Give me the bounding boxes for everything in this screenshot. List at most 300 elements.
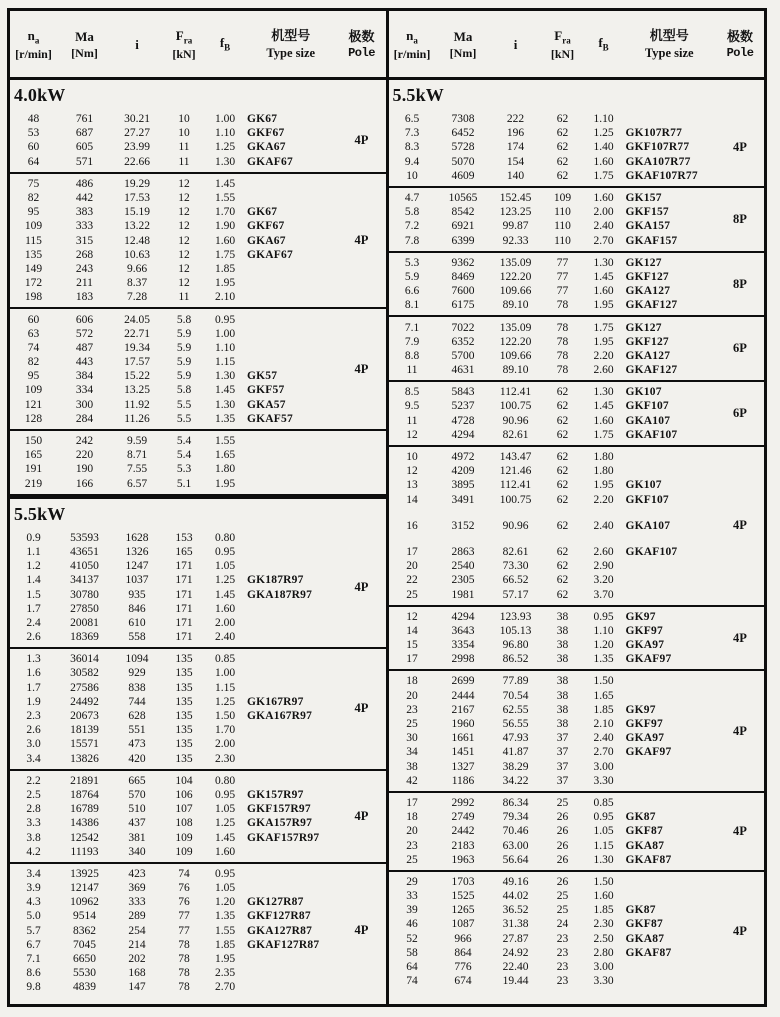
cell-i: 49.16 — [502, 875, 529, 888]
table-row — [10, 774, 338, 788]
cell-ma: 8469 — [451, 270, 475, 283]
cell-na: 7.1 — [26, 953, 41, 966]
cell-fb: 2.50 — [593, 932, 614, 945]
table-row — [389, 974, 717, 988]
cell-fra: 135 — [175, 653, 193, 666]
cell-fb: 2.40 — [214, 631, 236, 644]
cell-fb: 0.80 — [214, 531, 236, 544]
cell-fra: 76 — [178, 896, 190, 909]
cell-ma: 3491 — [451, 493, 475, 506]
cell-fb: 0.85 — [214, 653, 236, 666]
table-row — [10, 355, 338, 369]
cell-type: GKA127 — [625, 285, 671, 298]
cell-fra: 62 — [556, 127, 569, 140]
cell-type: GK97 — [625, 610, 656, 623]
table-row — [10, 341, 338, 355]
cell-na: 7.8 — [404, 234, 420, 247]
cell-fb: 0.95 — [214, 867, 236, 880]
pole-label-zh: 极数 — [726, 28, 753, 44]
pole-cell: 8P — [733, 276, 747, 291]
cell-na: 20 — [406, 560, 418, 573]
cell-ma: 315 — [75, 234, 94, 247]
row-group — [389, 256, 717, 313]
cell-ma: 2998 — [451, 653, 475, 666]
pole-label-zh: 极数 — [348, 28, 375, 44]
table-row — [10, 652, 338, 666]
cell-na: 135 — [24, 248, 43, 261]
cell-ma: 18764 — [70, 788, 99, 801]
cell-i: 121.46 — [499, 465, 532, 478]
cell-ma: 8542 — [451, 206, 475, 219]
cell-type: GKA87 — [625, 932, 665, 945]
table-row — [10, 290, 338, 304]
table-row — [389, 349, 717, 363]
table-row — [389, 796, 717, 810]
cell-na: 3.3 — [26, 817, 41, 830]
cell-i: 86.52 — [502, 653, 529, 666]
cell-ma: 5843 — [451, 386, 475, 399]
table-row — [10, 845, 338, 859]
table-row — [389, 652, 717, 666]
cell-fb: 2.70 — [214, 981, 236, 994]
cell-fb: 1.40 — [593, 141, 614, 154]
cell-na: 60 — [27, 141, 40, 154]
cell-fra: 78 — [556, 321, 569, 334]
cell-fb: 2.70 — [593, 746, 614, 759]
cell-type: GKAF67 — [247, 155, 293, 168]
cell-type: GKA157R97 — [247, 817, 313, 830]
cell-ma: 268 — [75, 248, 94, 261]
cell-na: 3.4 — [26, 752, 41, 765]
table-row — [10, 752, 338, 766]
cell-fb: 1.05 — [214, 882, 236, 895]
cell-ma: 6650 — [73, 953, 96, 966]
row-group — [10, 652, 338, 766]
cell-i: 122.20 — [499, 270, 532, 283]
cell-na: 2.8 — [26, 803, 41, 816]
cell-na: 2.5 — [26, 788, 41, 801]
table-row — [10, 709, 338, 723]
cell-i: 1094 — [125, 653, 149, 666]
cell-na: 109 — [24, 384, 43, 397]
row-block — [389, 447, 765, 607]
cell-i: 27.87 — [502, 932, 529, 945]
table-row — [389, 760, 717, 774]
table-row — [389, 335, 717, 349]
cell-fb: 1.35 — [593, 653, 614, 666]
table-row — [389, 112, 717, 126]
table-row — [389, 385, 717, 399]
cell-na: 3.9 — [26, 882, 41, 895]
cell-na: 115 — [25, 234, 42, 247]
cell-na: 5.0 — [26, 910, 41, 923]
cell-ma: 7045 — [73, 938, 96, 951]
cell-na: 6.5 — [404, 113, 420, 126]
cell-i: 112.41 — [499, 479, 532, 492]
cell-fb: 2.40 — [593, 732, 614, 745]
cell-ma: 6921 — [451, 220, 475, 233]
cell-ma: 571 — [75, 155, 94, 168]
cell-fra: 5.3 — [176, 463, 192, 476]
cell-fb: 2.20 — [593, 493, 614, 506]
cell-fb: 1.45 — [593, 400, 614, 413]
row-block — [10, 309, 386, 431]
cell-na: 42 — [406, 774, 418, 787]
cell-ma: 12542 — [70, 831, 99, 844]
cell-fb: 0.95 — [214, 313, 236, 326]
cell-i: 289 — [128, 910, 146, 923]
cell-type: GK67 — [247, 113, 278, 126]
cell-i: 15.19 — [124, 206, 150, 219]
cell-i: 628 — [128, 710, 146, 723]
table-row — [389, 363, 717, 377]
cell-i: 11.92 — [124, 398, 150, 411]
cell-fb: 1.25 — [214, 817, 236, 830]
cell-na: 74 — [406, 975, 418, 988]
cell-na: 11 — [406, 364, 418, 377]
table-row — [389, 674, 717, 688]
cell-fb: 1.60 — [214, 234, 236, 247]
pole-cell: 4P — [354, 701, 369, 716]
cell-fra: 12 — [178, 234, 190, 247]
pole-cell: 4P — [733, 723, 747, 738]
table-row — [389, 284, 717, 298]
cell-type: GKA157 — [625, 220, 671, 233]
cell-fra: 62 — [556, 386, 569, 399]
cell-na: 5.8 — [404, 206, 420, 219]
cell-na: 17 — [406, 653, 418, 666]
i-symbol: i — [135, 36, 139, 52]
cell-ma: 211 — [76, 277, 93, 290]
cell-fra: 135 — [175, 724, 193, 737]
cell-type: GKF127 — [625, 270, 669, 283]
cell-na: 109 — [24, 220, 43, 233]
cell-fb: 0.85 — [593, 796, 614, 809]
cell-fra: 109 — [175, 831, 193, 844]
table-row — [389, 853, 717, 867]
cell-i: 935 — [128, 588, 146, 601]
table-row — [389, 774, 717, 788]
cell-type: GKAF127R87 — [247, 938, 320, 951]
cell-i: 77.89 — [502, 675, 529, 688]
cell-fb: 1.30 — [214, 155, 236, 168]
table-row — [10, 666, 338, 680]
cell-fb: 2.10 — [214, 291, 236, 304]
cell-fb: 3.30 — [593, 774, 614, 787]
row-group — [10, 867, 338, 995]
table-row — [10, 602, 338, 616]
cell-fb: 2.40 — [593, 220, 614, 233]
cell-ma: 2444 — [451, 689, 475, 702]
row-block — [389, 382, 765, 447]
table-row — [389, 745, 717, 759]
cell-na: 8.5 — [404, 386, 420, 399]
cell-type: GK167R97 — [247, 695, 304, 708]
row-block — [10, 174, 386, 310]
row-block — [10, 431, 386, 496]
cell-fra: 171 — [175, 574, 193, 587]
table-row — [389, 519, 717, 533]
cell-ma: 21891 — [70, 774, 99, 787]
cell-na: 22 — [406, 574, 418, 587]
cell-i: 122.20 — [499, 335, 532, 348]
cell-na: 1.3 — [26, 653, 41, 666]
col-header-i — [491, 37, 541, 54]
cell-i: 19.44 — [502, 975, 529, 988]
cell-i: 22.66 — [124, 155, 150, 168]
cell-i: 1326 — [125, 545, 149, 558]
cell-fb: 0.95 — [593, 811, 614, 824]
cell-fra: 135 — [175, 681, 193, 694]
cell-fra: 108 — [175, 817, 193, 830]
cell-ma: 166 — [75, 477, 94, 490]
table-row — [10, 434, 338, 448]
cell-i: 82.61 — [502, 545, 529, 558]
cell-ma: 300 — [75, 398, 94, 411]
i-symbol: i — [513, 36, 518, 52]
cell-ma: 4209 — [451, 465, 475, 478]
cell-ma: 4294 — [451, 428, 475, 441]
table-row — [10, 938, 338, 952]
cell-fra: 38 — [556, 703, 569, 716]
cell-type: GKAF157R97 — [247, 831, 320, 844]
cell-fb: 1.50 — [593, 875, 614, 888]
cell-fb: 1.55 — [214, 435, 236, 448]
cell-i: 838 — [128, 681, 146, 694]
col-header-fb — [585, 35, 623, 54]
cell-type: GKAF107 — [625, 545, 678, 558]
cell-type: GK187R97 — [247, 574, 304, 587]
table-row — [10, 398, 338, 412]
cell-type: GKAF157 — [625, 234, 678, 247]
cell-fb: 2.80 — [593, 946, 614, 959]
cell-ma: 53593 — [70, 531, 99, 544]
cell-fb: 1.60 — [593, 285, 614, 298]
cell-na: 64 — [27, 155, 40, 168]
cell-ma: 5237 — [451, 400, 475, 413]
cell-na: 2.3 — [26, 710, 41, 723]
cell-type: GK127R87 — [247, 896, 304, 909]
table-row — [389, 414, 717, 428]
table-row — [10, 234, 338, 248]
table-row — [10, 140, 338, 154]
cell-ma: 1981 — [451, 588, 475, 601]
table-row — [10, 412, 338, 426]
cell-i: 340 — [128, 845, 146, 858]
cell-ma: 1186 — [451, 774, 475, 787]
cell-na: 20 — [406, 689, 418, 702]
cell-type: GKA97 — [625, 732, 665, 745]
cell-i: 1037 — [125, 574, 149, 587]
cell-fra: 78 — [556, 349, 569, 362]
table-row — [10, 723, 338, 737]
cell-type: GKF107 — [625, 493, 669, 506]
table-row — [389, 573, 717, 587]
cell-na: 5.7 — [26, 924, 41, 937]
cell-fb: 2.90 — [593, 560, 614, 573]
cell-ma: 1265 — [451, 904, 475, 917]
cell-na: 7.1 — [404, 321, 420, 334]
cell-fra: 37 — [556, 774, 569, 787]
row-group — [389, 450, 717, 602]
cell-na: 1.2 — [26, 560, 41, 573]
cell-i: 47.93 — [502, 732, 529, 745]
table-row — [389, 638, 717, 652]
cell-fb: 2.35 — [214, 967, 236, 980]
cell-na: 172 — [24, 277, 43, 290]
cell-type: GK87 — [625, 811, 656, 824]
col-header-i — [112, 37, 162, 54]
cell-fra: 5.9 — [176, 341, 192, 354]
cell-ma: 20081 — [70, 616, 99, 629]
cell-fra: 62 — [556, 588, 569, 601]
table-row — [10, 867, 338, 881]
cell-na: 7.3 — [404, 127, 420, 140]
cell-ma: 2699 — [451, 675, 475, 688]
cell-ma: 3643 — [451, 624, 475, 637]
cell-na: 17 — [406, 545, 418, 558]
cell-na: 60 — [27, 313, 40, 326]
cell-fra: 78 — [178, 981, 190, 994]
table-row — [10, 126, 338, 140]
cell-i: 11.26 — [124, 412, 150, 425]
cell-fra: 62 — [556, 493, 569, 506]
cell-ma: 27850 — [70, 602, 99, 615]
cell-i: 154 — [506, 155, 525, 168]
cell-ma: 4972 — [451, 451, 475, 464]
cell-fb: 0.95 — [214, 788, 236, 801]
table-row — [10, 952, 338, 966]
pole-cell: 4P — [354, 923, 369, 938]
pole-cell: 4P — [354, 361, 369, 376]
table-row — [389, 838, 717, 852]
cell-na: 149 — [24, 262, 43, 275]
cell-fra: 62 — [556, 414, 569, 427]
cell-fra: 26 — [556, 853, 569, 866]
cell-fb: 1.80 — [593, 465, 614, 478]
cell-i: 13.25 — [124, 384, 150, 397]
cell-fra: 135 — [175, 695, 193, 708]
pole-label-en: Pole — [348, 45, 375, 60]
cell-fb: 1.15 — [593, 839, 614, 852]
cell-i: 10.63 — [124, 248, 150, 261]
cell-i: 57.17 — [502, 588, 529, 601]
cell-i: 44.02 — [502, 890, 529, 903]
cell-ma: 605 — [75, 141, 94, 154]
cell-type: GKF157R97 — [247, 803, 311, 816]
cell-type: GKF127 — [625, 335, 669, 348]
cell-fra: 26 — [556, 811, 569, 824]
column-header-row — [389, 11, 765, 80]
table-row — [389, 399, 717, 413]
col-header-pole — [716, 29, 764, 61]
cell-i: 135.09 — [499, 256, 532, 269]
cell-ma: 384 — [75, 370, 94, 383]
cell-ma: 442 — [75, 192, 94, 205]
table-row — [10, 191, 338, 205]
cell-fra: 110 — [554, 206, 571, 219]
table-row — [10, 177, 338, 191]
cell-type: GKF97 — [625, 624, 663, 637]
cell-fb: 2.70 — [593, 234, 614, 247]
row-block — [10, 649, 386, 771]
cell-na: 4.2 — [26, 845, 41, 858]
table-row — [10, 383, 338, 397]
cell-fb: 1.10 — [593, 624, 614, 637]
cell-fra: 12 — [178, 206, 190, 219]
cell-fb: 1.45 — [593, 270, 614, 283]
cell-ma: 334 — [75, 384, 94, 397]
cell-ma: 5700 — [451, 349, 475, 362]
table-row — [10, 924, 338, 938]
cell-na: 14 — [406, 624, 418, 637]
cell-ma: 1960 — [451, 718, 475, 731]
cell-na: 25 — [406, 718, 418, 731]
cell-fb: 1.70 — [214, 724, 236, 737]
cell-ma: 2863 — [451, 545, 475, 558]
table-row — [10, 559, 338, 573]
cell-na: 4.7 — [404, 192, 420, 205]
cell-fb: 1.65 — [593, 689, 614, 702]
table-row — [10, 112, 338, 126]
cell-na: 128 — [24, 412, 43, 425]
cell-fb: 1.00 — [214, 113, 236, 126]
cell-ma: 776 — [454, 961, 472, 974]
na-unit: [r/min] — [15, 46, 52, 61]
cell-i: 846 — [128, 602, 146, 615]
cell-type: GK127 — [625, 256, 662, 269]
cell-na: 23 — [406, 703, 418, 716]
cell-fra: 171 — [175, 588, 193, 601]
cell-fra: 77 — [556, 256, 569, 269]
cell-fb: 1.75 — [593, 428, 614, 441]
cell-fb: 1.95 — [593, 335, 614, 348]
cell-i: 12.48 — [124, 234, 150, 247]
cell-fb: 2.10 — [593, 718, 614, 731]
cell-fra: 74 — [178, 867, 190, 880]
cell-i: 70.54 — [502, 689, 529, 702]
cell-ma: 11193 — [70, 845, 99, 858]
cell-na: 17 — [406, 796, 418, 809]
cell-i: 19.34 — [124, 341, 150, 354]
cell-na: 95 — [27, 206, 40, 219]
table-row — [389, 731, 717, 745]
table-row — [10, 681, 338, 695]
cell-fra: 5.8 — [176, 313, 192, 326]
cell-na: 46 — [406, 918, 418, 931]
col-header-fra — [541, 28, 585, 63]
table-row — [389, 428, 717, 442]
cell-fra: 171 — [175, 602, 193, 615]
table-row — [389, 903, 717, 917]
cell-fb: 1.80 — [593, 451, 614, 464]
cell-type: GK107R77 — [625, 127, 683, 140]
cell-i: 34.22 — [502, 774, 529, 787]
cell-fra: 12 — [178, 177, 190, 190]
cell-fb: 1.35 — [214, 910, 236, 923]
cell-i: 24.05 — [124, 313, 150, 326]
cell-type: GKA127 — [625, 349, 671, 362]
cell-na: 95 — [27, 370, 40, 383]
row-group — [389, 191, 717, 248]
ma-unit: [Nm] — [71, 45, 98, 60]
cell-i: 56.55 — [502, 718, 529, 731]
cell-fb: 1.00 — [214, 327, 236, 340]
cell-na: 3.8 — [26, 831, 41, 844]
cell-fb: 1.15 — [214, 681, 236, 694]
cell-fra: 76 — [178, 882, 190, 895]
cell-fra: 109 — [553, 192, 572, 205]
